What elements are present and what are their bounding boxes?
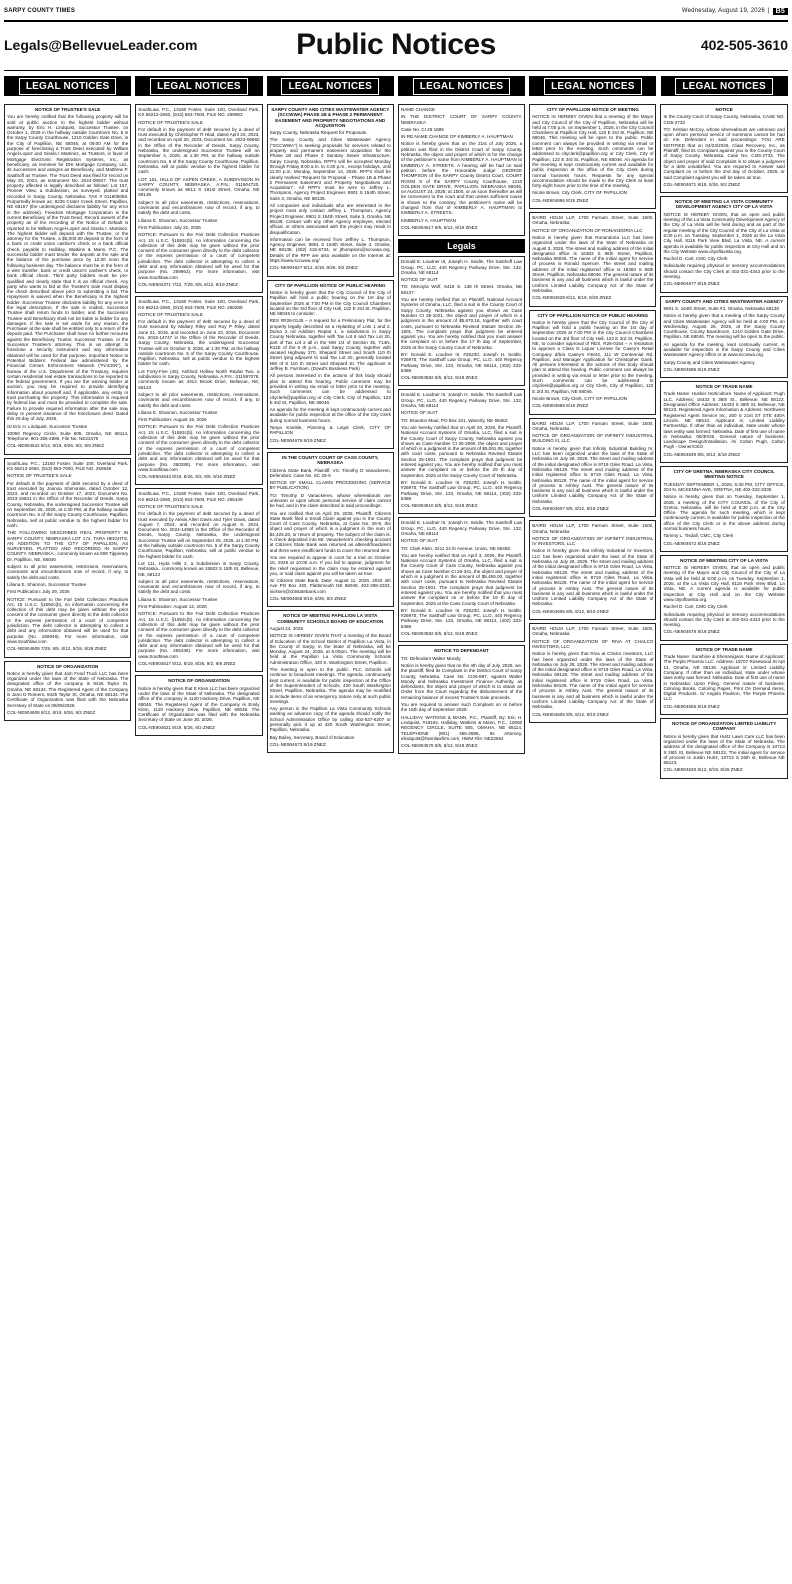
notice-paragraph: BY: Donald E. Loudner III, #26230, Joseph H. Seidle, #25975, The Sasthoff Law Group, PC, LLO, 440 Regency Parkway Drive, Ste. 132, Omaha, NE 68114, (402) 333-8488	[400, 351, 523, 373]
notice-paragraph: You are hereby notified that on April 20, 2026, the Plaintiff, National Account Systems of Omaha, LLC, filed a suit in the County Court of Sarpy County, Nebraska against you shown as Case Number CI 26-2590, the object and prayer of which is a judgment in the amount of $5,061.06, together with court costs, pursuant to Nebraska Revised Statute Section 25-1801. The complaint prays that judgment be entered against you. You are hereby notified that you must answer the complaint on or before the 29 th day of September, 2026 at the Sarpy County Court of Nebraska.	[400, 424, 523, 478]
notice-paragraph: Notice is hereby given that E Klein LLC has been organized under the laws of the State of Nebraska. The designated office of the company is 1120 Hackney Drive, Papillion, NE 68046. The Registered Agent of the Company is Emily Klein, 1120 Hackney Drive, Papillion, NE 68046. The Certificate of Organization was filed with the Nebraska Secretary of State on June 30, 2026.	[138, 685, 260, 723]
legal-notice	[529, 418, 656, 518]
notice-paragraph: THE FOLLOWING DESCRIBED REAL PROPERTY IN SARPY COUNTY, NEBRASKA LOT 174, TARA HEIGHTS, AN ADDITION TO THE CITY OF PAPILLION, AS SURVEYED, PLATTED AND RECORDED IN SARPY COUNTY, NEBRASKA., commonly known as 809 Tipperary Dr, Papillion, NE, 68046	[7, 530, 129, 562]
notice-column	[267, 104, 394, 1576]
issue-date: Wednesday, August 19, 2026	[681, 8, 765, 14]
column-heading-label: LEGAL NOTICES	[413, 78, 511, 95]
notice-paragraph: You are hereby notified that on April 3, 2026, the Plaintiff, National Account Systems of Omaha, LLC, filed a suit in the County Court of Cass County, Nebraska against you shown as Case Number CI 26-341, the object and prayer of which is a judgment in the amount of $5,455.00, together with court costs, pursuant to Nebraska Revised Statute Section 25-1801. The complaint prays that judgment be entered against you. You are hereby notified that you must answer the complaint on or before the 19 th day of September, 2026 at the Cass County Court of Nebraska.	[400, 552, 523, 606]
notice-paragraph: You are hereby notified that on Plaintiff, National Account Systems of Omaha, LLC, filed a suit in the County Court of Sarpy County, Nebraska against you shown as Case Number CI 26-1021, the object and prayer of which is a judgment in the amount of $5,670.16, together with court costs, pursuant to Nebraska Revised Statute Section 25-1801. The complaint prays that judgment be entered against you. You are hereby notified that you must answer the complaint on or before the 17 th day of September, 2026 at the Sarpy County Court of Nebraska.	[400, 297, 523, 350]
notice-paragraph: Individuals requiring physical or sensory accommodations should contact the City Clerk at 402-331-4343 prior to the meeting.	[663, 611, 785, 628]
notice-paragraph: Notice is hereby given that on the 4th day of July, 2026, we, the plaintiff, filed its Complaint in the District Court of Sarpy County, Nebraska, Case No. CI26-897, against Walter Moody and Nebraska Investment Finance Authority, as defendants, the object and prayer of which is to obtain an Order from the Court regarding the disbursement of the remaining balance of excess Trustee's Sale proceeds.	[400, 662, 523, 700]
notice-paragraph: Liliana E. Shannon, Successor Trustee	[7, 581, 87, 587]
column-heading-label: LEGAL NOTICES	[281, 78, 379, 95]
notice-paragraph: NOTICE OF SUIT	[400, 410, 438, 416]
notice-paragraph: You are notified that on April 29, 2026, Plaintiff, Citizens State Bank filed a Small Claim against you in the County Court of Cass County, Nebraska, at Case No. 26-9, the object and prayer of which is a judgment in the sum of $4,426.20, or return of property. The subject of the claim is: A check deposited into Mr. Vanackeren's checking account at Citizens State Bank was returned as altered/fraudulent and there were insufficient funds to cover the returned item.	[269, 510, 391, 553]
legal-notice	[529, 212, 656, 306]
notice-heading: CITY OF GRETNA, NEBRASKA CITY COUNCIL MEETING NOTICE	[673, 469, 775, 480]
notice-paragraph: COL-NE904622 8/12, 8/19, 8/26, 9/2, 9/9 ZNEZ	[7, 443, 105, 449]
notice-heading: NOTICE OF MEETING PAPILLION LA VISTA COMMUNITY SCHOOLS BOARD OF EDUCATION	[277, 613, 384, 624]
notice-paragraph: Lot Forty-Five (45), Ashford Hollow North Replat Two, a subdivision in Sarpy County, Nebraska. A.P.N.: 011597078, commonly known as 4314 Brook Drive, Bellevue, NE, 68123	[138, 368, 260, 390]
notice-paragraph: SouthLaw, P.C., 13160 Foster, Suite 100, Overland Park, KS 66213-2660, (913) 663-7600, FILE NO. 260288	[138, 299, 260, 310]
notice-paragraph: COL-NE904608 8/12, 8/19, 8/26, 9/2 ZNEZ	[7, 709, 96, 715]
legal-notice	[660, 296, 787, 379]
legal-notice	[4, 104, 131, 455]
notice-column	[529, 104, 656, 1576]
notice-heading: NOTICE OF ORGANIZATION	[168, 678, 230, 684]
notice-paragraph: SouthLaw, P.C., 13160 Foster, Suite 100, Overland Park, KS 66213-2660, (913) 663-7600, FILE NO. 258948	[7, 460, 129, 471]
notice-paragraph: COL-NE904621 8/19, 8/26, 9/2 ZNEZ	[138, 724, 215, 730]
notice-paragraph: Sarpy County, Nebraska Request for Proposals	[269, 130, 367, 136]
notice-paragraph: COL-NE904582 8/5, 8/12, 8/19 ZNEZ	[400, 375, 478, 381]
legal-notice	[267, 610, 394, 753]
notice-paragraph: BAIRD HOLM LLP, 1700 Farnam Street, Suite 1500, Omaha, Nebraska	[532, 215, 654, 226]
notice-paragraph: Rachel D. Carl, CMC City Clerk	[663, 256, 728, 262]
notice-heading: CITY OF PAPILLION NOTICE OF MEETING	[546, 107, 639, 112]
notice-heading: CITY OF PAPILLION NOTICE OF PUBLIC HEARING	[274, 282, 386, 288]
notice-paragraph: For default in the payment of debt secured by a deed of trust executed by Alexis Allen Davis and Tyler Davis, dated August 7, 2024, and recorded on August 8, 2024, Document No. 2024-14992 in the Office of the Recorder of Deeds, Sarpy County, Nebraska, the undersigned Successor Trustee will on September 25, 2026, at 1:30 PM, at the hallway outside courtroom No. 5 of the Sarpy County Courthouse, Papillion, Nebraska, sell at public vendue to the highest bidder for cash:	[138, 511, 260, 559]
notice-paragraph: Nicole Brown, City Clerk, CITY OF PAPILLION	[532, 395, 627, 401]
notice-paragraph: subject to all prior easements, restrictions, reservations, covenants and encumbrances now of record, if any, to satisfy the debt and costs.	[138, 578, 260, 595]
notice-column	[4, 104, 131, 1576]
notice-paragraph: First Publication: July 29, 2026	[7, 589, 70, 595]
legal-notice	[529, 310, 656, 415]
notice-paragraph: Notice is hereby given that the City Council of the City of Papillion will hold a public hearing on the 1st day of September 2026 at 7:00 PM in the City Council Chambers located on the 3rd floor of City Hall, 122 E 3rd St, Papillion, NE, to consider approval of RES. R26-0164 – A resolution to approve a Class D Liquor License for Casey's Retail Company d/b/a Casey's #4642, 111 W Centennial Rd, Papillion, and Manager Application for Christopher Gaeb. All persons interested in the actions of this body should plan to attend this hearing. Public comment can always be provided in writing via email or letter prior to the meeting. Such comments can be addressed to cityclerk@papillion.org or City Clerk, City of Papillion, 122 E 3rd St, Papillion, NE 68046.	[532, 319, 654, 394]
notice-column	[398, 104, 525, 1576]
legal-notice	[529, 520, 656, 620]
notice-paragraph: NOTICE IS HEREBY GIVEN THAT a meeting of the Board of Education of the School District of Papillion La Vista, in the County of Sarpy, in the State of Nebraska, will be Monday, August 24, 2026, at 6:00pm. The meeting will be held at the Papillion La Vista Community Schools Administration Office, 420 S. Washington Street, Papillion.	[269, 633, 391, 665]
notice-heading: SARPY COUNTY AND CITIES WASTEWATER AGENCY	[665, 298, 784, 304]
notice-paragraph: NAME CHANGE	[400, 107, 436, 112]
notice-paragraph: TO: Defendant Walter Moody.	[400, 655, 462, 661]
notice-paragraph: COL-NE904827 8/12, 8/19, 8/26, 9/2 ZNEZ	[269, 265, 358, 271]
column-heading	[4, 76, 131, 96]
notice-paragraph: COL-NE904655 8/19 ZNEZ	[663, 703, 720, 709]
notice-paragraph: Information can be received from Jeffrey L. Thompson, Agency Engineer, 8901 S 154th Street, Suite 3, Omaha, NE 68138, (402) 415-6734, or jthompson@sccwwa.org. Details of the RFP are also available on the Internet at: https://www.sccwwa.org/	[269, 236, 391, 264]
notice-paragraph: Trade Name: Husker Horticulture. Name of Applicant: Pugh LLC. Address: 16433 S 36th St., Bellevue, NE 68123. Designated Office Address: 16433 S 36th St, Bellevue, NE 68123. Registered Agent Information & Address: Northwest Registered Agent Service Inc, 200 S 21st ST STE 400A Lincoln, NE 68510. Applicant is: Limited Liability Partnership. If other than an individual, state under whose laws entity was formed: Nebraska. Date of first use of name in Nebraska: 06/30/26. General nature of business: Landscape Design/Installation. /s/ Colton Pugh, Colton Pugh - Owner/CEO	[663, 391, 785, 450]
notice-paragraph: 10050 Regency Circle, Suite 505, Omaha, NE 68114, Telephone: 801-355-2886, File No. NE23475	[7, 430, 129, 442]
notice-paragraph: Notice is hereby given that Ronandoria LLC has been organized under the laws of the State of Nebraska on August 3, 2026. The street and mailing address of the initial designated office is 16383 S 86th Street, Papillion, Nebraska 68046. The name of the initial agent for service of process is Ronald Spencer. The street and mailing address of the initial registered office is 16383 S 86th Street, Papillion, Nebraska 68046. The general nature of its business is any and all business which is lawful under the Uniform Limited Liability Company Act of the State of Nebraska.	[532, 234, 654, 293]
legal-notice	[398, 256, 525, 386]
notice-paragraph: BAIRD HOLM LLP, 1700 Farnam Street, Suite 1500, Omaha, Nebraska	[532, 523, 654, 534]
notice-paragraph: Lot 111, Hyda Hills 2, a Subdivision in Sarpy County, Nebraska., commonly known as 15503 S 18th St, Bellevue, NE, 68123	[138, 560, 260, 577]
notice-paragraph: /s/ Citizens State Bank, Date: August 11, 2026, 2020 4th Ave PO Box 430, Plattsmouth NE 68048, 402-298-3333, nicksen@cbtstatebank.com	[269, 578, 391, 594]
notice-paragraph: NOTICE OF TRUSTEE'S SALE	[7, 473, 72, 479]
notice-paragraph: Tammy L. Tisdall, CMC, City Clerk	[663, 533, 734, 539]
notice-paragraph: LOT 161, HILLS OF ASPEN CREEK, A SUBDIVISION IN SARPY COUNTY, NEBRASKA. A.P.N.: 011604720, commonly known as 9612 S 181st Street, Omaha, NE 68136	[138, 176, 260, 198]
legal-notice	[398, 389, 525, 514]
notice-paragraph: COL-NE904673 8/19 ZNEZ	[269, 741, 326, 747]
legal-notice	[267, 280, 394, 449]
notice-heading: NOTICE OF TRADE NAME	[695, 646, 753, 652]
column-heading-label: LEGAL NOTICES	[19, 78, 117, 95]
notice-heading: NOTICE OF ORGANIZATION	[36, 663, 99, 669]
notice-paragraph: Donald E. Loudner III, Joseph H. Seidle, The Sasthoff Law Group, PC, LLO, 440 Regency Parkway Drive, Ste. 132, Omaha, NE 68114	[400, 392, 523, 409]
notice-paragraph: COL-NE904649 8/5, 8/12, 8/19 ZNEZ	[663, 451, 741, 457]
notice-paragraph: Sarpy County and Cities Wastewater Agency	[663, 359, 755, 365]
legal-notice	[529, 104, 656, 209]
notice-paragraph: COL-NE904606 8/5, 8/12, 8/19 ZNEZ	[532, 608, 609, 614]
notice-paragraph: COL-NE904371 7/22, 7/29, 8/5, 8/12, 8/19 ZNEZ	[138, 281, 238, 287]
notice-paragraph: NOTICE IS HEREBY GIVEN that a meeting of the Mayor and City Council of the City of Papillion, Nebraska will be held at 7:00 p.m. on September 1, 2026, in the City Council Chambers at Papillion City Hall, 122 E 3rd St, Papillion, NE 68046. This meeting will be open to the public. Public comment can always be provided in writing via email or letter prior to the meeting. Such comments can be addressed to cityclerk@papillion.org or City Clerk, City of Papillion, 122 E 3rd St, Papillion, NE 68046. An agenda for the meeting is kept continuously current and available for public inspection at the office of the City Clerk during normal business hours. Requests for any special accommodation should be made to the City Clerk at least forty-eight hours prior to the time of the meeting.	[532, 114, 654, 189]
column-heading-label: LEGAL NOTICES	[675, 78, 773, 95]
notice-paragraph: COL-NE904658 8/19, 8/26, 9/2 ZNEZ	[269, 596, 347, 602]
notice-paragraph: Case No. CI 26 1585	[400, 126, 444, 132]
column-heading	[661, 76, 788, 96]
notice-paragraph: Notice is hereby given that Riva at Chalco Investors, LLC has been organized under the laws of the State of Nebraska on July 28, 2026. The street and mailing address of the initial designated office is 9719 Giles Road, La Vista, Nebraska 68128. The street and mailing address of the initial registered office is 9719 Giles Road, La Vista, Nebraska 68128. The name of the initial agent for service of process is Ashley Aust. The general nature of its business is any and all business which is lawful under the Uniform Limited Liability Company Act of the State of Nebraska.	[532, 651, 654, 710]
notice-paragraph: COL-NE904517 8/12, 8/19, 8/26, 9/2, 9/9 ZNEZ	[138, 661, 236, 667]
notice-paragraph: subject to all prior easements, restrictions, reservations, covenants and encumbrances now of record, if any, to satisfy the debt and costs.	[138, 199, 260, 216]
notice-heading: NOTICE TO DEFENDANT	[434, 648, 489, 654]
notice-paragraph: NOTICE: Pursuant to the Fair Debt Collection Practices Act, 15 U.S.C. §1692c(b), no information concerning the collection of this debt may be given without the prior consent of the consumer given directly to the debt collector or the express permission of a court of competent jurisdiction. The debt collector is attempting to collect a debt and any information obtained will be used for that purpose (No. 259963). For more information, visit www.Southlaw.com	[138, 232, 260, 280]
notice-paragraph: SouthLaw, P.C., 13160 Foster, Suite 100, Overland Park, KS 66213-2660, (913) 663-7600, FILE NO. 259963	[138, 107, 260, 118]
notice-column	[135, 104, 262, 1576]
legal-notice	[398, 517, 525, 642]
notice-paragraph: Notice is hereby given that a meeting of the Sarpy County and Cities Wastewater Agency will be held at 4:00 PM, on Wednesday, August 26, 2026, at the Sarpy County Courthouse, County Boardroom, 1210 Golden Gate Drive, Papillion, NE 68046. The meeting will be open to the public.	[663, 313, 785, 340]
notice-paragraph: Rachel D. Carl, CMC City Clerk	[663, 604, 728, 610]
notice-paragraph: TO: Clark Klein, 3211 24 th Avenue, Union, NE 68455:	[400, 545, 512, 551]
notice-paragraph: August 24, 2026	[269, 625, 304, 631]
notice-paragraph: COL-NE904671 8/19, 8/26, 9/2 ZNEZ	[663, 181, 741, 187]
notice-paragraph: COL-NE904609 7/29, 8/5, 8/12, 8/19, 8/26 ZNEZ	[7, 646, 107, 652]
notice-paragraph: IN THE DISTRICT COURT OF SARPY COUNTY, NEBRASKA	[400, 114, 523, 125]
notice-heading: CITY OF PAPILLION NOTICE OF PUBLIC HEARING	[537, 312, 649, 318]
notice-paragraph: COL-NE904672 8/19 ZNEZ	[663, 540, 720, 546]
notice-paragraph: COL-NE904675 8/19 ZNEZ	[269, 437, 326, 443]
notice-paragraph: An agenda for the meeting is kept continuously current and available for public inspection at the office of the City Clerk during normal business hours.	[269, 407, 391, 423]
section-title: Public Notices	[296, 28, 496, 61]
notice-heading: NOTICE OF TRUSTEE'S SALE	[34, 107, 101, 112]
notice-paragraph: COL-NE904605 8/5, 8/12, 8/19 ZNEZ	[532, 711, 609, 717]
column-heading	[267, 76, 394, 96]
notice-paragraph: For default in the payment of debt secured by a deed of trust executed by Joanna Shimonski, dated October 12, 2023, and recorded on October 17, 2023, Document No. 2023-19631 in the Office of the Recorder of Deeds, Sarpy County, Nebraska, the undersigned Successor Trustee will on September 25, 2026, at 1:30 PM, at the hallway outside courtroom No. 5 of the Sarpy County Courthouse, Papillion, Nebraska, sell at public vendue to the highest bidder for cash:	[7, 480, 129, 528]
notice-paragraph: COL-NE904668 8/19 ZNEZ	[532, 403, 589, 409]
notice-paragraph: NOTICE OF SUIT	[400, 538, 438, 544]
notice-paragraph: subject to all prior easements, restrictions, reservations, covenants and encumbrances now of record, if any, to satisfy the debt and costs.	[7, 564, 129, 580]
notice-paragraph: TO: Timothy D Vanackeren, whose whereabouts are unknown or upon whom personal service of claim cannot be had, and in the claim described in said proceedings:	[269, 492, 391, 509]
notice-paragraph: NOTICE: Pursuant to the Fair Debt Collection Practices Act, 15 U.S.C. §1692c(b), no information concerning the collection of this debt may be given without the prior consent of the consumer given directly to the debt collector or the express permission of a court of competent jurisdiction. The debt collector is attempting to collect a debt and any information obtained will be used for that purpose (No. 258948). For more information, visit www.Southlaw.com	[7, 596, 129, 644]
column-heading-label: LEGAL NOTICES	[150, 78, 248, 95]
legal-notice	[660, 718, 787, 779]
notice-paragraph: COL-NE904677 8/19 ZNEZ	[663, 281, 720, 287]
date-and-page: Wednesday, August 19, 2026 | B5	[682, 8, 788, 15]
notice-paragraph: NOTICE OF ORGANIZATION OF INFINITY INDUSTRIAL IV INVESTORS, LLC	[532, 535, 654, 547]
notice-paragraph: NOTICE: Pursuant to the Fair Debt Collection Practices Act, 15 U.S.C. §1692c(b), no information concerning the collection of this debt may be given without the prior consent of the consumer given directly to the debt collector or the express permission of a court of competent jurisdiction. The debt collector is attempting to collect a debt and any information obtained will be used for that purpose (No. 260288). For more information, visit www.Southlaw.com	[138, 424, 260, 472]
column-heading	[135, 76, 262, 96]
notice-paragraph: COL-NE904576 8/5, 8/12, 8/19 ZNEZ	[400, 743, 478, 749]
legal-notice	[660, 644, 787, 715]
notice-paragraph: COL-NE904629 8/12, 8/19, 8/26 ZNEZ	[532, 295, 612, 301]
notice-paragraph: BAIRD HOLM LLP, 1700 Farnam Street, Suite 1500, Omaha, Nebraska	[532, 420, 654, 431]
notice-paragraph: NOTICE OF ORGANIZATION OF INFINITY INDUSTRIAL BUILDING III, LLC	[532, 433, 654, 444]
notice-heading: SARPY COUNTY AND CITIES WASTEWATER AGENCY (SCCWWA) PHASE 1B & PHASE 2 PERMANENT EASEMENT AND PROPERTY NEGOTIATIONS AND ACQUISITION	[271, 107, 390, 128]
column-heading-label: LEGAL NOTICES	[544, 78, 642, 95]
notice-paragraph: subject to all prior easements, restrictions, reservations, covenants and encumbrances now of record, if any, to satisfy the debt and costs.	[138, 391, 260, 408]
notice-paragraph: You are required to answer such Complaint on or before the 15th day of September 2026.	[400, 702, 523, 713]
notice-paragraph: SouthLaw, P.C., 13160 Foster, Suite 100, Overland Park, KS 66213-2660, (913) 663-7600, FILE NO. 255439	[138, 491, 260, 502]
notice-paragraph: COL-NE904543 8/19, 8/26, 9/2, 9/9, 9/16 ZNEZ	[138, 474, 236, 480]
page-number: B5	[773, 8, 788, 15]
notice-paragraph: The meeting is open to the public. PLC Schools will continue to broadcast meetings. The agenda, continuously kept current, is available for public inspection at the Office of the Superintendent of Schools, 420 South Washington Street, Papillion, Nebraska. The agenda may be modified to include items of an emergency nature only at such public meetings.	[269, 667, 391, 704]
notice-paragraph: TO: Kristian McCoy, whose whereabouts are unknown and upon whom personal service of summons cannot be had on me. Defendant in said proceedings: YOU ARE NOTIFIED that on 04/23/2026, Claar Recovery, Inc., as Plaintiff, filed its Complaint against you in the County Court of Sarpy County, Nebraska, Case No. CI26-2733. The object and prayer of said Complaint is to obtain a judgment for a debt unsatisfied. You are required to Answer said Complaint on or before the 2nd day of October, 2026, or said Complaint against you will be taken as true.	[663, 126, 785, 180]
notice-paragraph: NOTICE OF ORGANIZATION OF RONANDORIA LLC	[532, 227, 643, 233]
notice-paragraph: IN RE NAME CHANGE OF KIMBERLY A. HAUPTMAN	[400, 134, 513, 140]
notice-paragraph: Citizens State Bank, Plaintiff, VS. Timothy D Vanackeren, Defendant. Case No. SC 26-9	[269, 467, 391, 478]
notice-paragraph: NOTICE IS HEREBY GIVEN, that an open and public meeting of the La Vista Community Development Agency of the City of La Vista will be held during and as part of the regular meeting of the City Council of the City of La Vista at 6:00 p.m. on Tuesday, September 1, 2026 at the La Vista City Hall, 8116 Park View Blvd, La Vista, NE. A current agenda is available for public inspection at City Hall and on the City Website www.cityoflavista.org.	[663, 211, 785, 254]
notice-paragraph: NOTICE OF TRUSTEE'S SALE	[138, 119, 203, 125]
notice-paragraph: NOTICE OF TRUSTEE'S SALE	[138, 311, 203, 317]
notice-paragraph: Nicole Brown, City Clerk, CITY OF PAPILLION	[532, 190, 627, 196]
notice-paragraph: All companies and individuals who are interested in the project must only contact Jeffrey L. Thompson, Agency Project Engineer, 8901 S 154th Street, Suite 3, Omaha, NE 68138. Contact with any other Agency employee, elected official, or others associated with the project may result in disqualification.	[269, 203, 391, 235]
notice-paragraph: /s/ Eric H. Lindquist, Successor Trustee	[7, 423, 88, 429]
notice-paragraph: You are required to appear in court for a trial on October 15, 2026 at 10:00 a.m. If you fail to appear, judgment for the relief requested in the claim may be entered against you, or said claim against you will be taken as true.	[269, 554, 391, 576]
legal-notice	[660, 555, 787, 641]
notice-paragraph: COL-NE904596 8/19 ZNEZ	[663, 366, 720, 372]
notice-paragraph: RES #R26-0145 – A request for a Preliminary Plat, for the property legally described as a replatting of Lots 1 and 2, Doma 2 nd Addition Replat 1, a subdivision in Sarpy County Nebraska, together with Tax Lot 8 and Tax Lot 20, part of Tax Lot 2 all in the NW 1/4 of Section 35, T14N, R11E of the 6 th p.m., said Sarpy County, together with vacated Highway 370, Shepard Street and South 110 th Street lying adjacent to said Tax Lot 20, generally located NW of S 110 th Street and Shepard St. The applicant is Jeffrey B. Farnham. (Dowd's Business Park)	[269, 318, 391, 372]
publication-name: SARPY COUNTY TIMES	[4, 8, 76, 14]
notice-paragraph: Notice is hereby given that Jam Food Truck LLC has been organized under the laws of the State of Nebraska. The designated office of the company is 9425 Taylor St, Omaha, NE 68134. The Registered Agent of the Company is Jano D Romero, 9425 Taylor St, Omaha, NE 68134. The Certificate of Organization was filed with the Nebraska Secretary of State on 08/05/2026.	[7, 670, 129, 708]
masthead-rule	[4, 70, 788, 71]
legal-notice	[4, 661, 131, 722]
notice-paragraph: First Publication: August 12, 2026	[138, 604, 207, 610]
legal-notice	[135, 104, 262, 293]
notice-paragraph: COL-NE904607 8/5, 8/12, 8/19 ZNEZ	[532, 506, 609, 511]
notice-paragraph: COL-NE904582 8/5, 8/12, 8/19 ZNEZ	[400, 631, 478, 637]
legal-notice	[398, 645, 525, 754]
notice-paragraph: BY: Donald E. Loudner III, #26230, Joseph H. Seidle, #25975, The Sasthoff Law Group, PC, LLO, 440 Regency Parkway Drive, Ste. 132, Omaha, NE 68114, (402) 333-8488	[400, 479, 523, 501]
notice-paragraph: HALLIDAY, WATKINS & MANN, P.C., Plaintiff, By: Eric H. Lindquist, #18182, Halliday, Watkins & Mann, P.C., 10050 REGENCY CIRCLE, SUITE 505, OMAHA, NE 68114, TELEPHONE (801) 355-2886, Its Attorney, elindquist@hwmlawfirm.com, HWM File: NE22654	[400, 714, 523, 741]
notice-paragraph: Liliana E. Shannon, Successor Trustee	[138, 217, 218, 223]
notice-paragraph: TO: McKayla Wolf, 6418 S. 136 th Street, Omaha, NE 68137:	[400, 284, 523, 295]
notice-paragraph: An agenda for the meeting, kept continually current, is available for inspection in the Sarpy County and Cities Wastewater Agency office or at www.sccwwa.org.	[663, 341, 785, 358]
notice-paragraph: The Sarpy County and Cities Wastewater Agency ("SCCWWA") is seeking proposals for services related to property and permanent easement acquisition for the Phase 1B and Phase 2 Sanitary Sewer Infrastructure, Sarpy County, Nebraska. RFP's will be accepted Monday through Friday 8:00 a.m. to 4:30 p.m., except holidays, until 11:00 p.m. Monday, September 14, 2026. RFP's shall be clearly marked "Request for Proposal – Phase 1B & Phase 2 Permanent Easement and Property Negotiations and Acquisition". All RFP's must be sent to Jeffrey L. Thompson, Agency Project Engineer, 8901 S 154th Street, Suite 3, Omaha, NE 68138.	[269, 137, 391, 201]
notice-paragraph: Liliana E. Shannon, Successor Trustee	[138, 596, 218, 602]
notice-paragraph: BAIRD HOLM LLP, 1700 Farnam Street, Suite 1500, Omaha, Nebraska	[532, 626, 654, 637]
notice-paragraph: COL-NE904666 8/19 ZNEZ	[532, 197, 589, 203]
notice-paragraph: Tanya Koelsle, Planning & Legal Clerk, CITY OF PAPILLION	[269, 425, 391, 436]
legal-notice	[4, 458, 131, 658]
contact-phone: 402-505-3610	[700, 37, 788, 53]
legal-notice	[529, 623, 656, 723]
notice-paragraph: First Publication: July 22, 2026	[138, 224, 201, 230]
legal-notice	[398, 104, 525, 236]
notice-paragraph: You are hereby notified that the following property will be sold at public auction to the highest bidder without warranty, by Eric H. Lindquist, Successor Trustee, on October 1, 2026 in the hallway outside Courtroom No. 5 in the Sarpy County Courthouse, 1210 Golden Gate Drive, in the City of Papillion, NE 68046, at 09:00 AM for the purpose of foreclosing a Trust Deed executed by William Angel-Lopez and Gisela I Martinez, as Trustors, in favor of Mortgage Electronic Registration Systems, Inc., as beneficiary, as nominee for DHI Mortgage Company, Ltd., its successors and assigns as Beneficiary, and Matthew P. Saathoff as Trustee. The Trust Deed was filed for record on May 20, 2024, as Instrument No. 2024-08937. The trust property affected is legally described as follows: Lot 167, Pioneer View, a Subdivision, as surveyed, platted and recorded in Sarpy County, Nebraska. TAX # 011605056. Purportedly known as: 8226 Crater Creek Street, Papillion, NE 68157 (the undersigned disclaims liability for any error in the address). Freedom Mortgage Corporation is the current Beneficiary of the Trust Deed. Record owners of the property as of the recording of the Notice of Default is reported to be William Angel-Lopez and Gisela I. Martinez. The highest bidder will deposit with the Trustee, or the attorney for the Trustee, a $5,000.00 deposit in the form of a bank or credit union cashier's check or a bank official check, payable to Halliday, Watkins & Mann, P.C. The successful bidder must tender the deposit at the sale and the balance of the purchase price by 12:00 noon the following business day. The balance must be in the form of a wire transfer, bank or credit union's cashier's check, or bank official check. Third party bidders must be pre-qualified and clearly state that it is an official check. Any party who wants to bid at the Trustee's Sale must display the check described above prior to submitting a bid. The repayment is waived when the Beneficiary is the highest bidder. Successor Trustee disclaims liability for any error in the legal description. If the sale is voided, Successor Trustee shall return funds to bidder, and the Successor Trustee and Beneficiary shall not be liable to bidder for any damages. If the sale is set aside for any reason, the Purchaser at the sale shall be entitled only to a return of the deposit paid. The Purchaser shall have no further recourse against the Beneficiary, Trustor, Successor Trustee, or the Successor Trustee's attorney. This is an attempt to foreclose a security instrument and any information obtained will be used for that purpose. Important Notice to Potential Bidders: Federal law administered by the Financial Crimes Enforcement Network ("FinCEN"), a bureau of the U.S. Department of the Treasury, requires certain residential real estate transactions to be reported to the federal government. If you are the winning bidder at auction, you may be required to provide identifying information about yourself and, if applicable, any entity or trust purchasing the property. This information is required by federal law and must be provided to complete the sale. Failure to provide required information after the sale may delay or prevent issuance of the foreclosure deed. Dated this 29 day of July, 2026.	[7, 114, 129, 422]
notice-paragraph: NOTICE OF ORGANIZATION OF RIVA AT CHALCO INVESTORS, LLC	[532, 638, 654, 649]
notice-heading: NOTICE	[715, 107, 733, 112]
notice-paragraph: Liliana E. Shannon, Successor Trustee	[138, 409, 218, 415]
notice-heading: NOTICE OF MEETING LA VISTA COMMUNITY DEVELOPMENT AGENCY CITY OF LA VISTA	[674, 199, 774, 210]
notice-paragraph: Donald E. Loudner III, Joseph H. Seidle, The Sasthoff Law Group, PC, LLO, 440 Regency Parkway Drive, Ste. 132, Omaha, NE 68114	[400, 520, 523, 536]
notice-paragraph: Any person in the Papillion La Vista Community Schools wanting an advance copy of the agenda should notify the School Administration Office by calling 402-537-6207 or personally pick it up at 420 South Washington Street, Papillion, Nebraska.	[269, 706, 391, 733]
notice-paragraph: Bay Bailey, Secretary, Board of Education	[269, 734, 355, 740]
notice-heading: NOTICE OF TRADE NAME	[695, 384, 753, 390]
notice-paragraph: Notice is hereby given that on Tuesday, September 1, 2026, a meeting of the CITY COUNCIL of the City of Gretna, Nebraska, will be held at 6:30 p.m. at the City Office. The agenda for such meeting, which is kept continuously current, is available for public inspection at the office of the City Clerk or in the above address during normal business hours.	[663, 494, 785, 531]
notice-paragraph: Donald E. Loudner III, Joseph H. Seidle, The Sasthoff Law Group, PC, LLO, 440 Regency Parkway Drive, Ste. 132, Omaha, NE 68114	[400, 259, 523, 275]
notice-paragraph: COL-NE904620 8/12, 8/19, 8/26 ZNEZ	[663, 767, 743, 773]
column-heading	[529, 76, 656, 96]
notice-paragraph: Notice is hereby given that Infinity Industrial IV Investors, LLC has been organized under the laws of the State of Nebraska on July 28, 2026. The street and mailing address of the initial designated office is 9719 Giles Road, La Vista, Nebraska 68128. The street and mailing address of the initial registered office is 9719 Giles Road, La Vista, Nebraska 68128. The name of the initial agent for service of process is Ashley Aust. The general nature of its business is any and all business which is lawful under the Uniform Limited Liability Company Act of the State of Nebraska.	[532, 548, 654, 607]
legal-notice	[135, 488, 262, 672]
notice-paragraph: For default in the payment of debt secured by a deed of trust executed by Mallary Riley and Roy P Riley, dated June 21, 2016, and recorded on June 23, 2016, Document No. 2016-14747 in the Office of the Recorder of Deeds, Sarpy County, Nebraska, the undersigned Successor Trustee will on October 8, 2026, at 1:30 PM, at the hallway outside courtroom No. 5 of the Sarpy County Courthouse, Papillion, Nebraska, sell at public vendue to the highest bidder for cash:	[138, 319, 260, 367]
notice-paragraph: Trade Name: Sunshine & Shenanigans. Name of Applicant: The Purple Phoenix LLC. Address: 15707 Rosewood St Apt 14, Omaha, NE 68136. Applicant is: Limited Liability Company. If other than an individual, state under whose laws entity was formed: Nebraska. Date of first use of name in Nebraska: Upon Filing. General nature of business: Coloring Books, Coloring Pages, Print On Demand Items, Digital Products. /s/ Angela Paulson, The Purple Phoenix LLC	[663, 654, 785, 702]
notice-paragraph: Notice is hereby given that Hurtz Lawn Care LLC has been organized under the laws of the State of Nebraska. The address of the designated office of the Company is 10713 S 26th St, Bellevue NE 68123. The initial agent for service of process is Justin Hurtz, 10713 S 26th st, Bellevue NE 68123.	[663, 733, 785, 766]
notice-paragraph: All persons interested in the actions of this body should plan to attend this hearing. Public comment may be provided in writing via email or letter prior to the meeting. Such comments can be addressed to cityclerk@papillion.org or City Clerk, City of Papillion, 122 E 3rd St, Papillion, NE 68046.	[269, 373, 391, 405]
notice-column	[660, 104, 787, 1576]
notice-paragraph: For default in the payment of debt secured by a deed of trust executed by Christopher R Hlad, dated April 20, 2023, and recorded on April 20, 2023, Document No. 2023-06650 in the Office of the Recorder of Deeds, Sarpy County, Nebraska, the undersigned Successor Trustee will on September 4, 2026, at 1:30 PM, at the hallway outside courtroom No. 5 of the Sarpy County Courthouse, Papillion, Nebraska, sell at public vendue to the highest bidder for cash:	[138, 126, 260, 175]
notice-paragraph: BY: Donald E. Loudner III, #26230, Joseph H. Seidle, #25975, The Sasthoff Law Group, PC, LLO, 440 Regency Parkway Drive, Ste. 132, Omaha, NE 68114, (402) 333-8488	[400, 607, 523, 629]
notice-heading: NOTICE OF ORGANIZATION LIMITED LIABILITY COMPANY	[671, 721, 777, 732]
notice-paragraph: COL-NE904617 8/5, 8/12, 8/19 ZNEZ	[400, 224, 478, 230]
notice-paragraph: NOTICE OF SMALL CLAIMS PROCEEDING (SERVICE BY PUBLICATION)	[269, 480, 391, 491]
notice-paragraph: 8901 S. 154th Street, Suite #3, Omaha, Nebraska 68138	[663, 305, 779, 311]
notice-paragraph: Notice is hereby given that Infinity Industrial Building IV, LLC has been organized under the laws of the State of Nebraska on July 28, 2026. The street and mailing address of the initial designated office is 9719 Giles Road, La Vista, Nebraska 68128. The street and mailing address of the initial registered office is 9719 Giles Road, La Vista, Nebraska 68128. The name of the initial agent for service of process is Ashley Aust. The general nature of its business is any and all business which is lawful under the Uniform Limited Liability Company Act of the State of Nebraska.	[532, 445, 654, 504]
notice-paragraph: First Publication: August 19, 2026	[138, 417, 207, 423]
legal-notice	[660, 381, 787, 463]
notice-paragraph: Notice is hereby given that on the 21st of July 2026, a petition was filed in the District Court of Sarpy County, Nebraska, the object and prayer of which is for the change of the petitioner's name from KIMBERLY A. HAUPTMAN to KIMBERLY A. STREETS. A hearing will be had on said petition before the Honorable Judge GEORGE THOMPSON of the SARPY County District Court, COURT ROOM 8 of the SARPY County Courthouse, 1210 GOLDEN GATE DRIVE, PAPILLION, NEBRASKA 68046, on AUGUST 24, 2026, at 1500, or as soon thereafter as will be convenient to the court and that unless sufficient cause is shown to the contrary, the petitioner's name will be changed from that of KIMBERLY A. HAUPTMAN to KIMBERLY A. STREETS.	[400, 141, 523, 216]
header-rule	[4, 20, 788, 22]
notice-paragraph: NOTICE OF SUIT	[400, 277, 438, 283]
notice-paragraph: KIMBERLY A. HAUPTMAN	[400, 217, 457, 223]
notice-paragraph: COL-NE904610 8/5, 8/12, 8/19 ZNEZ	[400, 503, 478, 509]
legal-notice	[135, 296, 262, 485]
top-bar	[4, 4, 788, 18]
notice-paragraph: NOTICE IS HEREBY GIVEN, that an open and public meeting of the Mayor and City Council of the City of La Vista will be held at 6:00 p.m. on Tuesday, September 1, 2026, at the La Vista City Hall, 8116 Park View Blvd, La Vista, NE. A current agenda is available for public inspection at City Hall and on the City Website www.cityoflavista.org.	[663, 565, 785, 602]
contact-email[interactable]: Legals@BellevueLeader.com	[4, 37, 198, 53]
notice-paragraph: In the County Court of Sarpy County, Nebraska, CASE NO. CI26-2733	[663, 114, 785, 125]
legal-notice	[660, 466, 787, 552]
notice-paragraph: NOTICE: Pursuant to the Fair Debt Collection Practices Act, 15 U.S.C. §1692c(b), no information concerning the collection of this debt may be given without the prior consent of the consumer given directly to the debt collector or the express permission of a court of competent jurisdiction. The debt collector is attempting to collect a debt and any information obtained will be used for that purpose (No. 255439). For more information, visit www.Southlaw.com	[138, 611, 260, 659]
notice-paragraph: TUESDAY SEPTEMBER 1, 2026, 6:30 PM, CITY OFFICE, 204 N. MCKENNA AVE, GRETNA, NE 402-332-3336	[663, 481, 785, 492]
legals-banner: Legals	[398, 239, 525, 253]
notice-heading: IN THE COUNTY COURT OF CASS COUNTY, NEBRASKA	[282, 454, 379, 466]
legal-notice	[267, 104, 394, 277]
legal-notice	[135, 675, 262, 736]
column-heading	[398, 76, 525, 96]
notice-paragraph: Individuals requiring physical or sensory accommodations should contact the City Clerk at 402-331-4343 prior to the meeting.	[663, 263, 785, 280]
legal-notice	[660, 196, 787, 292]
notice-paragraph: NOTICE OF TRUSTEE'S SALE	[138, 504, 203, 509]
legal-notice	[660, 104, 787, 193]
notice-heading: NOTICE OF MEETING CITY OF LA VISTA	[680, 557, 769, 563]
notice-paragraph: COL-NE904678 8/19 ZNEZ	[663, 629, 720, 635]
notice-paragraph: Notice is hereby given that the City Council of the City of Papillion will hold a public hearing on the 1st day of September 2026 at 7:00 PM in the City Council Chambers located on the 3rd floor of City Hall, 122 E 3rd St, Papillion, NE 68046 to consider:	[269, 289, 391, 317]
masthead	[4, 24, 788, 66]
notice-paragraph: TO: Brandon Maul, PO Box 101, Waverly, NE 68462:	[400, 417, 509, 423]
notice-columns	[4, 104, 788, 1576]
legal-notice	[267, 452, 394, 607]
